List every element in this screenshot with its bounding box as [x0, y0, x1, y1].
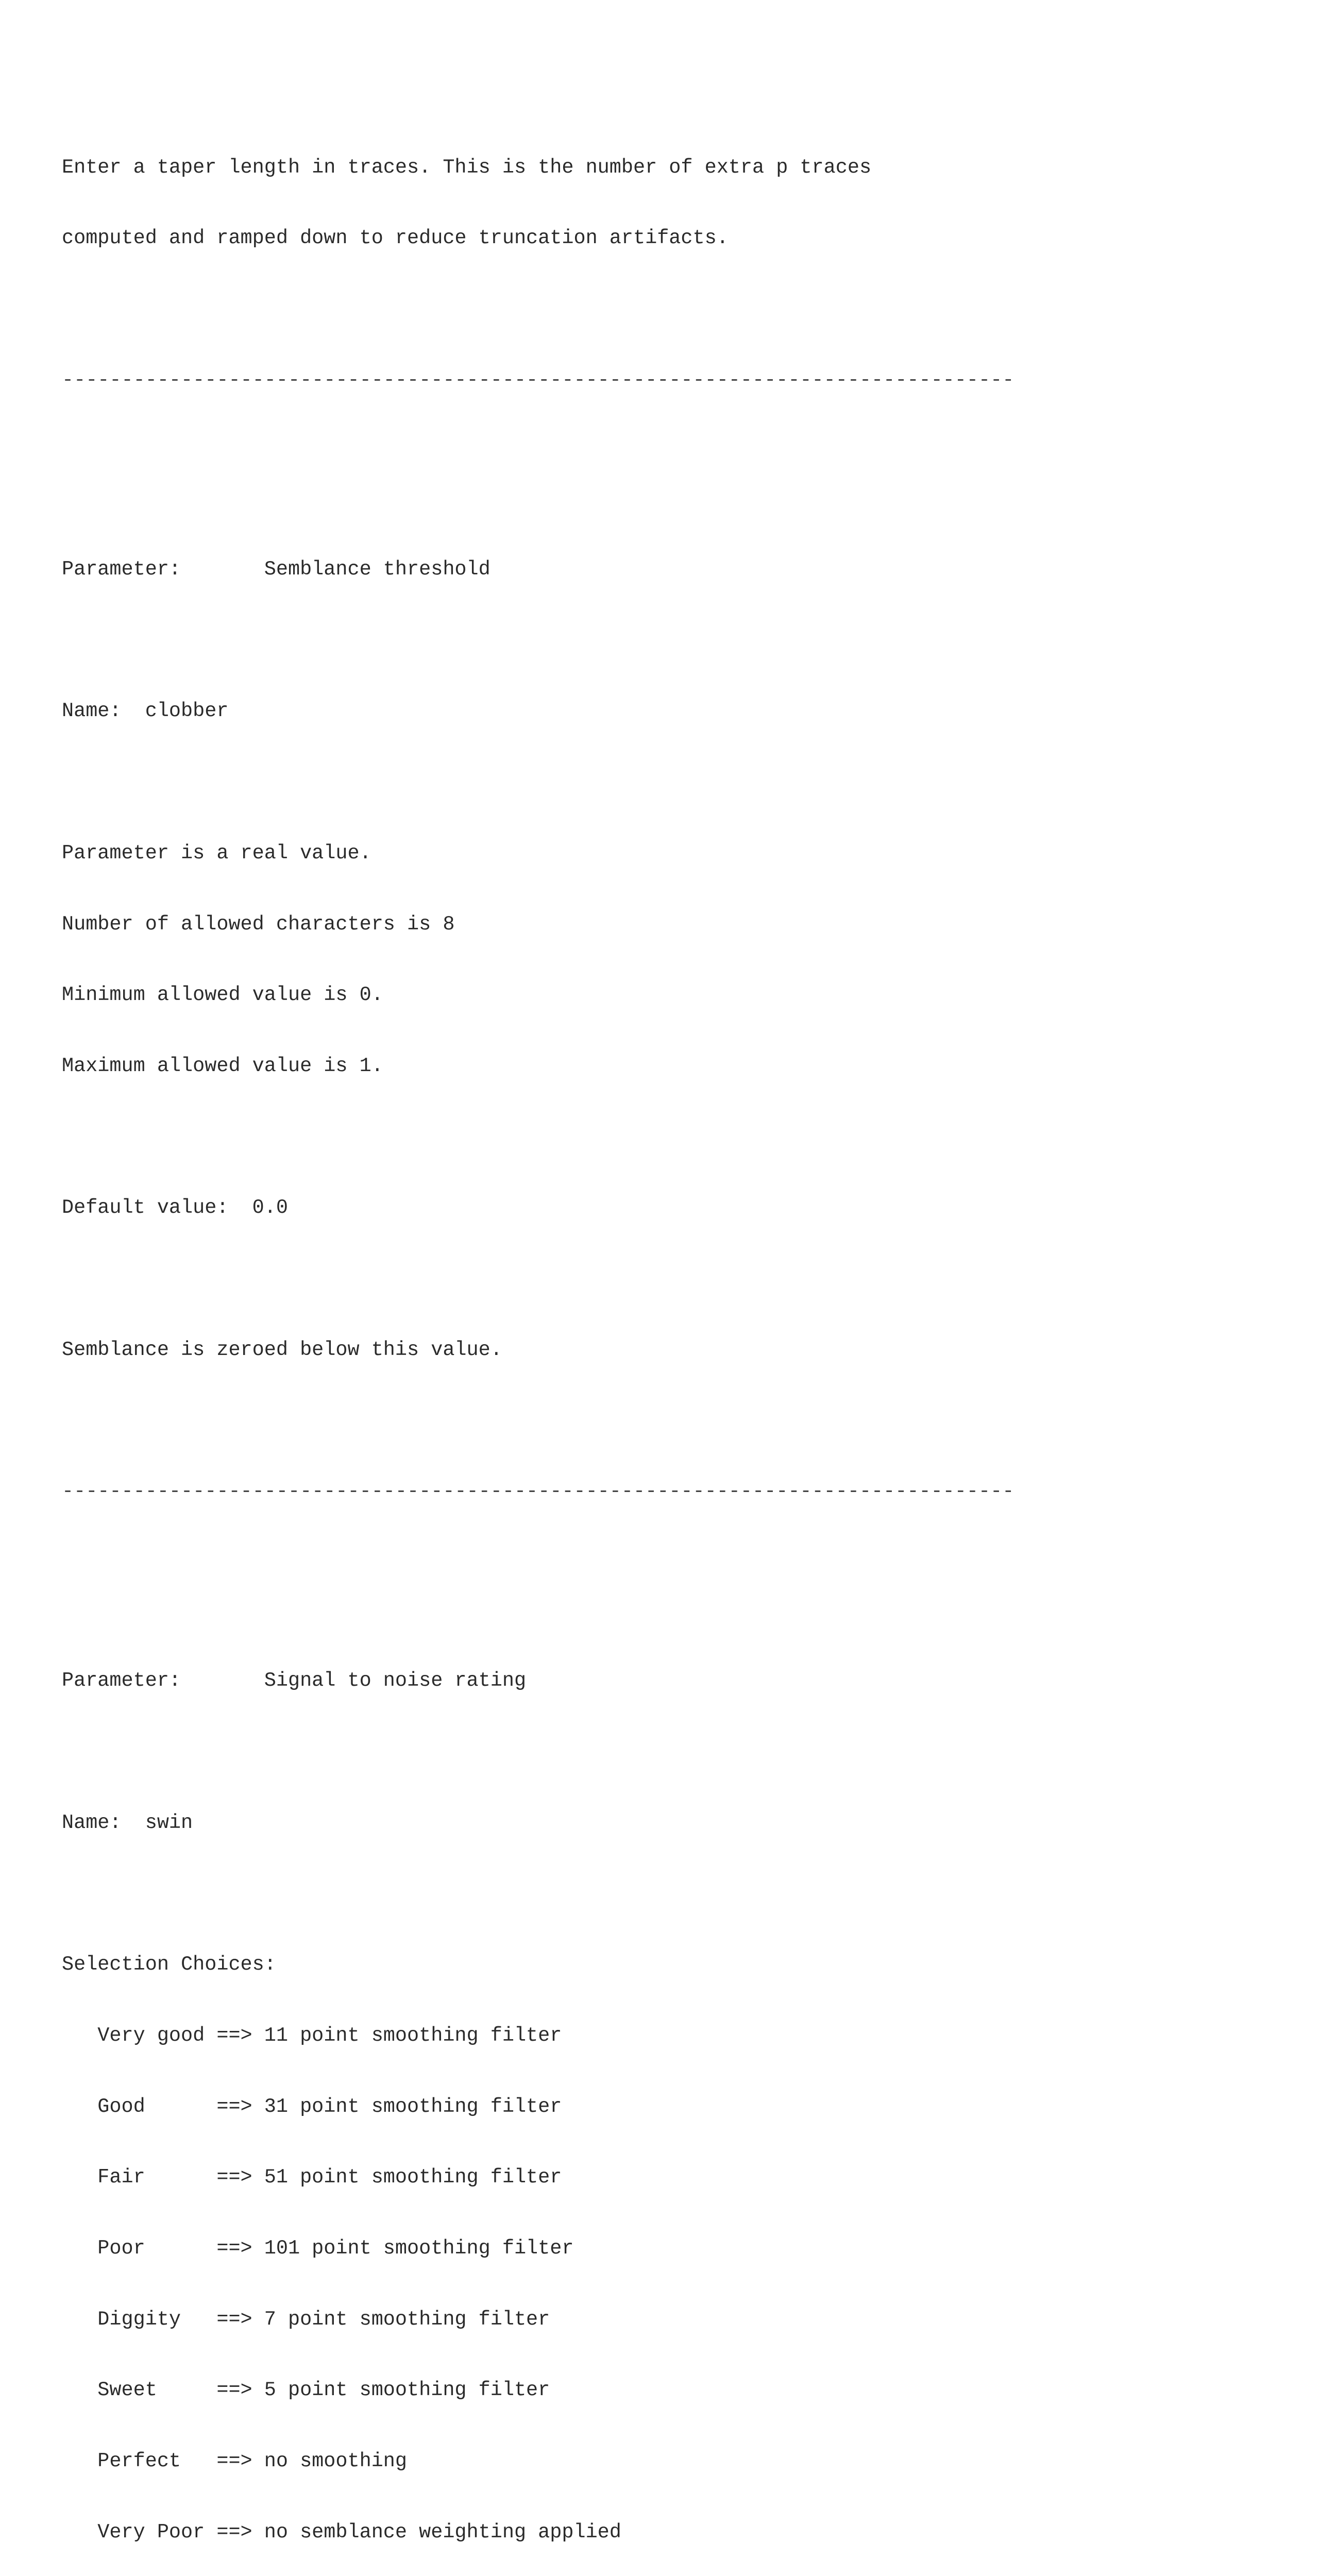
parameter-spec: Minimum allowed value is 0.	[62, 984, 383, 1007]
parameter-name: Name: clobber	[62, 700, 229, 723]
selection-choice: Poor ==> 101 point smoothing filter	[62, 2237, 574, 2260]
intro-line: computed and ramped down to reduce truncation artifacts.	[62, 227, 729, 250]
selection-choice: Sweet ==> 5 point smoothing filter	[62, 2379, 550, 2402]
selection-choice: Very good ==> 11 point smoothing filter	[62, 2024, 562, 2047]
section-divider: --------------------------------------------------------------------------------	[62, 368, 1014, 392]
selection-choice: Diggity ==> 7 point smoothing filter	[62, 2308, 550, 2331]
parameter-title: Parameter: Signal to noise rating	[62, 1669, 527, 1692]
selection-choice: Good ==> 31 point smoothing filter	[62, 2095, 562, 2118]
parameter-title: Parameter: Semblance threshold	[62, 558, 491, 581]
parameter-name: Name: swin	[62, 1811, 193, 1834]
default-value: Default value: 0.0	[62, 1196, 288, 1219]
parameter-spec: Parameter is a real value.	[62, 841, 371, 865]
document-body	[62, 85, 1247, 2576]
parameter-description: Semblance is zeroed below this value.	[62, 1338, 502, 1361]
section-divider: --------------------------------------------------------------------------------	[62, 1480, 1014, 1503]
selection-choice: Very Poor ==> no semblance weighting applied	[62, 2520, 621, 2544]
selection-choices-heading: Selection Choices:	[62, 1953, 276, 1976]
parameter-spec: Maximum allowed value is 1.	[62, 1054, 383, 1077]
selection-choice: Fair ==> 51 point smoothing filter	[62, 2166, 562, 2189]
intro-line: Enter a taper length in traces. This is the number of extra p traces	[62, 156, 872, 179]
parameter-spec: Number of allowed characters is 8	[62, 912, 455, 936]
selection-choice: Perfect ==> no smoothing	[62, 2450, 408, 2473]
